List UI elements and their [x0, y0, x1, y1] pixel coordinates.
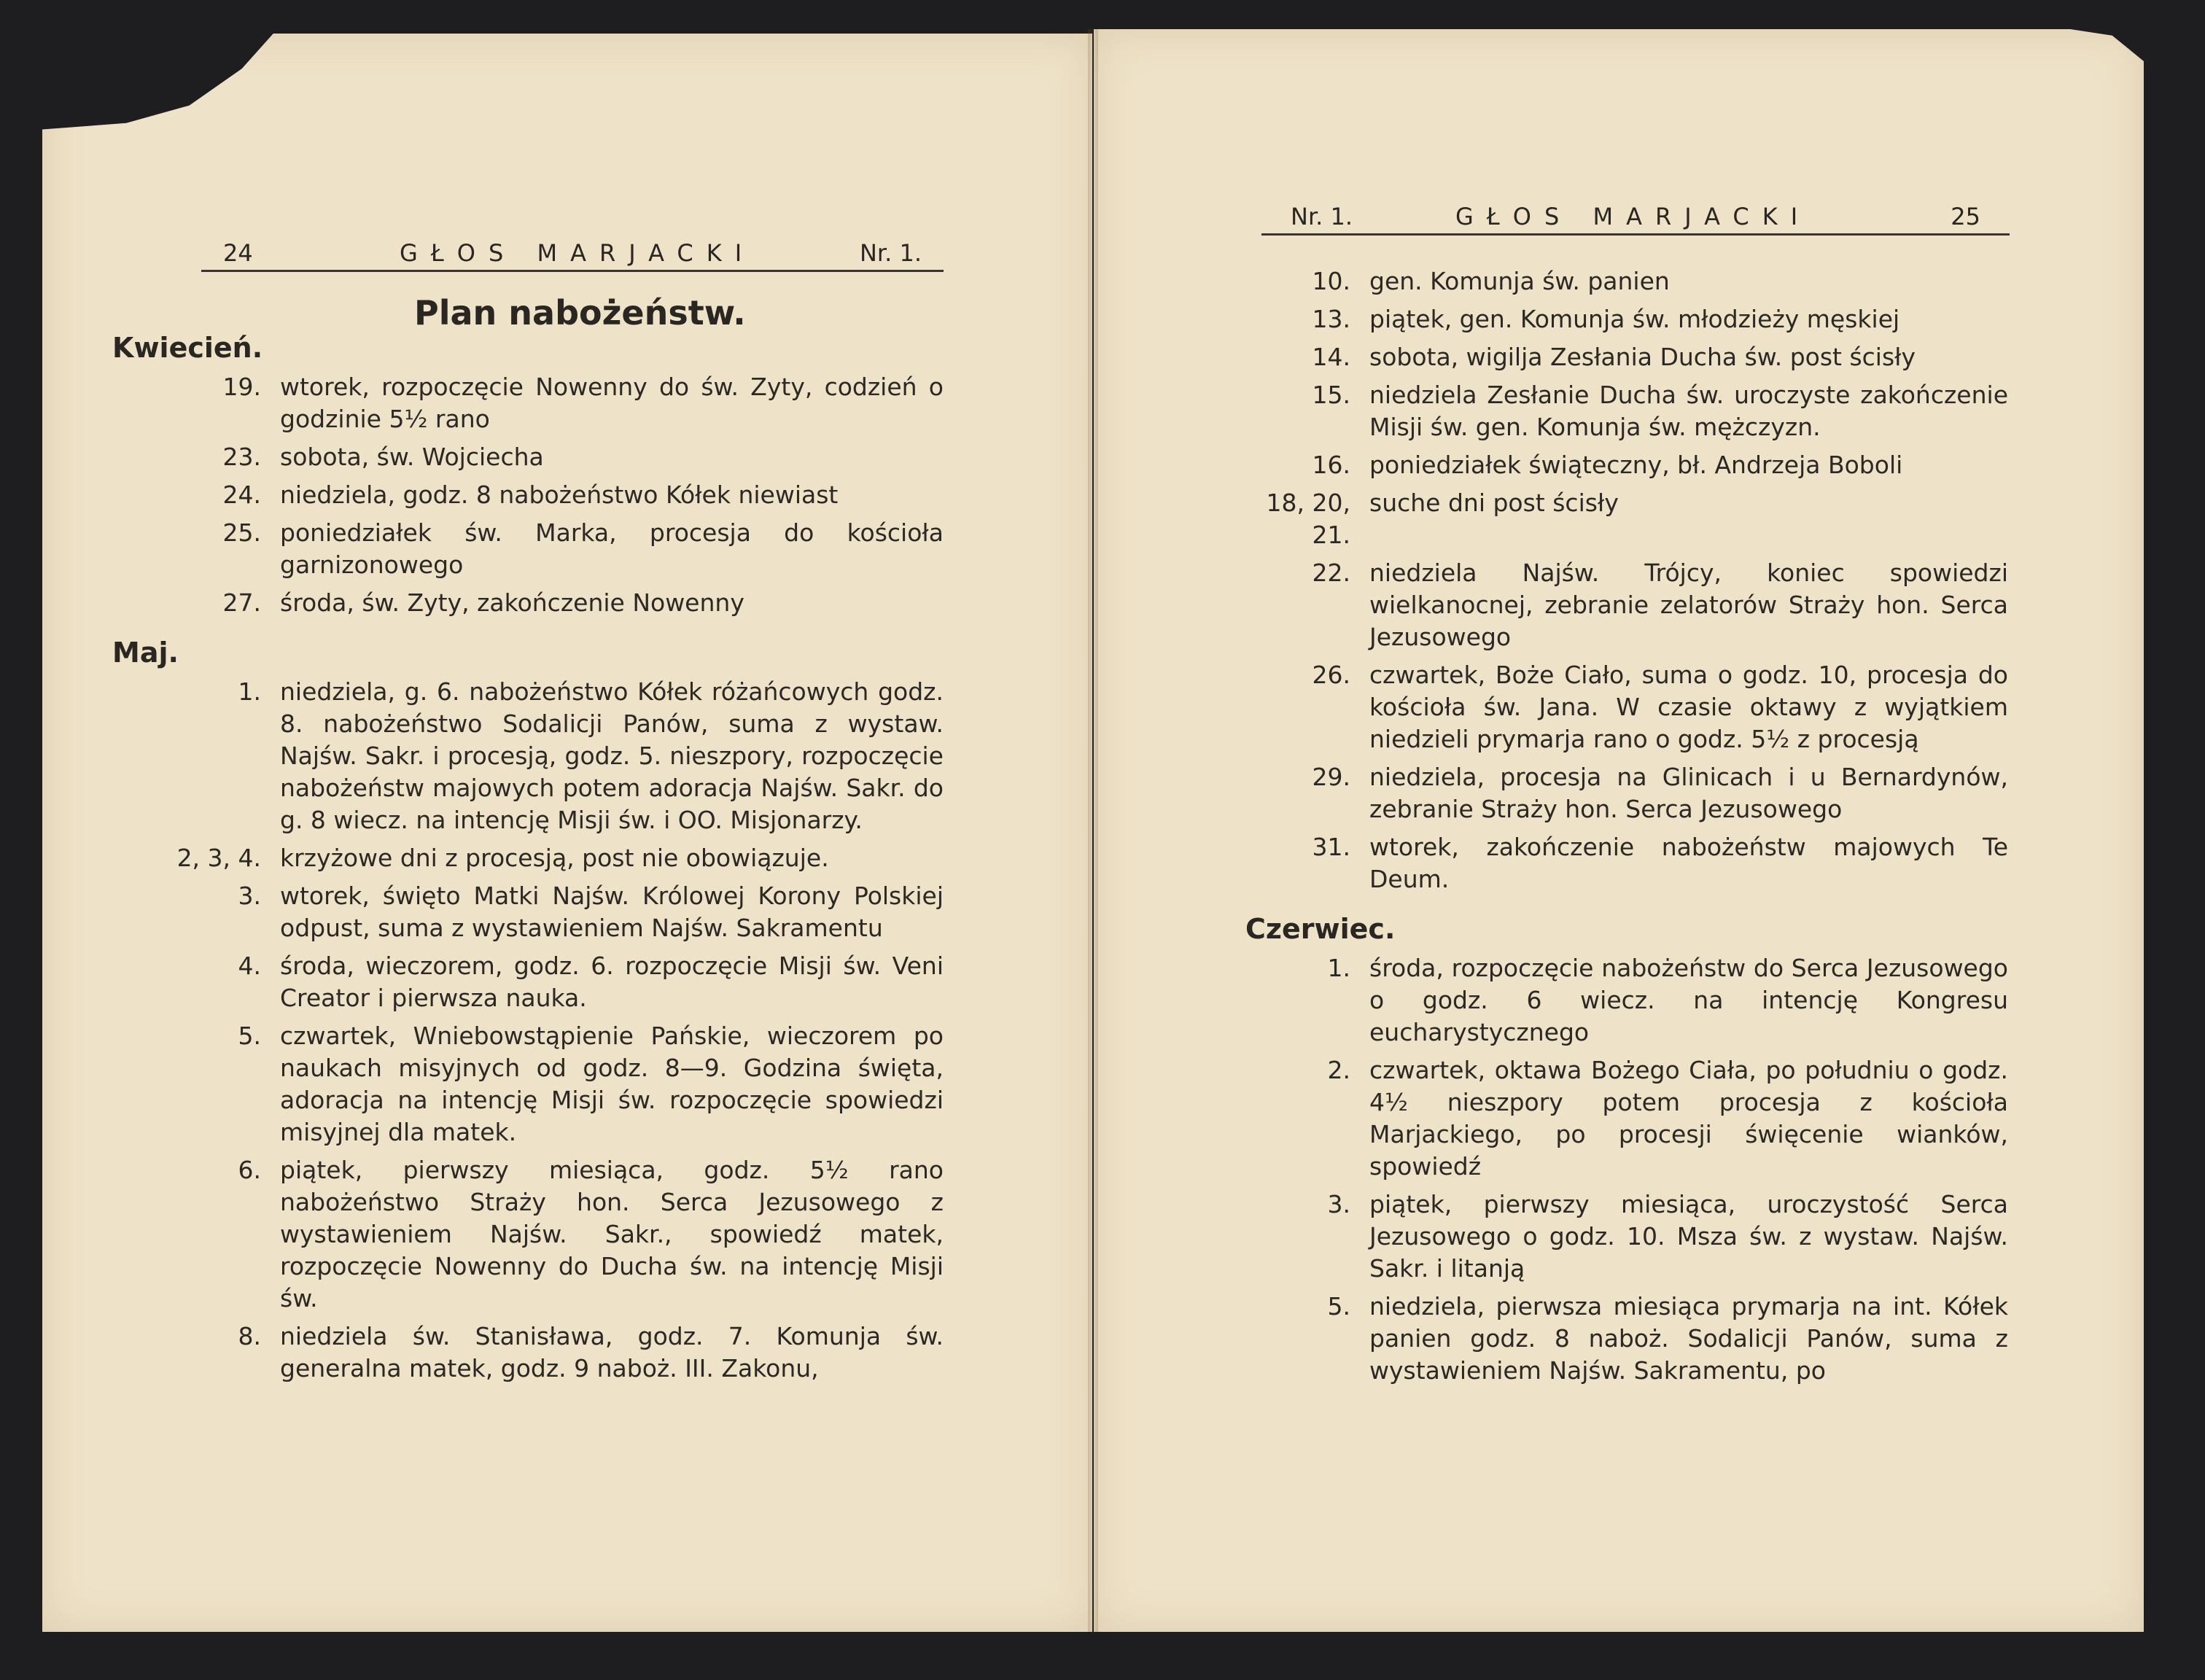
entry-description: piątek, pierwszy miesiąca, uroczystość Serca Jezusowego o godz. 10. Msza św. z wystaw. Najśw. Sakr. i litanją — [1369, 1190, 2008, 1283]
schedule-entry — [1245, 265, 2008, 298]
entry-date: 16. — [1312, 451, 1350, 479]
entry-date: 29. — [1312, 763, 1350, 791]
left-page-number: 24 — [223, 239, 253, 267]
right-page-number: 25 — [1951, 203, 1980, 230]
entry-description: sobota, wigilja Zesłania Ducha św. post ścisły — [1369, 343, 1916, 371]
entry-date: 27. — [222, 588, 261, 617]
book-spine — [1088, 29, 1098, 1632]
entry-description: czwartek, oktawa Bożego Ciała, po południu o godz. 4½ nieszpory potem procesja z kościoła Marjackiego, po procesji święcenie wianków, spowiedź — [1369, 1056, 2008, 1181]
month-heading: Maj. — [112, 637, 179, 669]
entry-description: czwartek, Wniebowstąpienie Pańskie, wieczorem po naukach misyjnych od godz. 8—9. Godzina święta, adoracja na intencję Misji św. rozpoczęcie spowiedzi misyjnej dla matek. — [280, 1022, 944, 1146]
entry-description: wtorek, rozpoczęcie Nowenny do św. Zyty, codzień o godzinie 5½ rano — [280, 373, 944, 433]
month-heading: Czerwiec. — [1245, 913, 1396, 945]
entry-date: 1. — [238, 677, 261, 706]
schedule-entry — [156, 1321, 944, 1385]
entry-description: gen. Komunja św. panien — [1369, 267, 1670, 295]
entry-date: 4. — [238, 952, 261, 980]
schedule-entry — [1245, 1189, 2008, 1285]
schedule-entry — [1245, 1291, 2008, 1387]
entry-date: 15. — [1312, 381, 1350, 409]
entry-date: 5. — [1327, 1292, 1350, 1321]
entry-date: 8. — [238, 1322, 261, 1350]
entry-date: 5. — [238, 1022, 261, 1050]
entry-date: 23. — [222, 443, 261, 471]
entry-description: poniedziałek św. Marka, procesja do kościoła garnizonowego — [280, 518, 944, 579]
right-page-header — [1261, 197, 2010, 236]
entry-description: środa, wieczorem, godz. 6. rozpoczęcie Misji św. Veni Creator i pierwsza nauka. — [280, 952, 944, 1012]
entry-description: sobota, św. Wojciecha — [280, 443, 544, 471]
schedule-entry — [1245, 379, 2008, 443]
schedule-entry — [1245, 659, 2008, 755]
schedule-entry — [156, 441, 944, 473]
schedule-entry — [1245, 449, 2008, 481]
entry-description: krzyżowe dni z procesją, post nie obowiązuje. — [280, 844, 829, 872]
entry-description: środa, św. Zyty, zakończenie Nowenny — [280, 588, 744, 617]
left-page-header — [201, 233, 944, 272]
schedule-entry — [1245, 341, 2008, 373]
left-page-content — [112, 295, 944, 1385]
schedule-entry — [156, 950, 944, 1014]
right-page-issue: Nr. 1. — [1291, 203, 1353, 230]
schedule-entry — [1245, 1054, 2008, 1183]
entry-description: piątek, gen. Komunja św. młodzieży męskiej — [1369, 305, 1900, 333]
right-page-content — [1245, 260, 2008, 1387]
entry-description: niedziela, pierwsza miesiąca prymarja na int. Kółek panien godz. 8 naboż. Sodalicji Panów, suma z wystawieniem Najśw. Sakramentu, po — [1369, 1292, 2008, 1385]
entry-description: niedziela Zesłanie Ducha św. uroczyste zakończenie Misji św. gen. Komunja św. mężczyzn. — [1369, 381, 2008, 441]
schedule-entry — [156, 371, 944, 435]
left-page-running-title: GŁOS MARJACKI — [400, 239, 755, 267]
schedule-entry — [1245, 557, 2008, 653]
plan-title: Plan nabożeństw. — [414, 293, 746, 332]
entry-description: niedziela Najśw. Trójcy, koniec spowiedzi wielkanocnej, zebranie zelatorów Straży hon. Serca Jezusowego — [1369, 559, 2008, 651]
left-page-issue: Nr. 1. — [859, 239, 922, 267]
schedule-entry — [1245, 761, 2008, 825]
entry-description: poniedziałek świąteczny, bł. Andrzeja Boboli — [1369, 451, 1903, 479]
entry-date: 22. — [1312, 559, 1350, 587]
entry-date: 18, 20, 21. — [1266, 489, 1350, 549]
schedule-entry — [1245, 487, 2008, 551]
entry-date: 6. — [238, 1156, 261, 1184]
schedule-entry — [156, 517, 944, 581]
entry-description: niedziela św. Stanisława, godz. 7. Komunja św. generalna matek, godz. 9 naboż. III. Zakonu, — [280, 1322, 944, 1382]
entry-date: 13. — [1312, 305, 1350, 333]
schedule-entry — [1245, 831, 2008, 895]
entry-date: 2. — [1327, 1056, 1350, 1084]
entry-description: niedziela, procesja na Glinicach i u Bernardynów, zebranie Straży hon. Serca Jezusowego — [1369, 763, 2008, 823]
entry-date: 1. — [1327, 954, 1350, 982]
entry-description: niedziela, g. 6. nabożeństwo Kółek różańcowych godz. 8. nabożeństwo Sodalicji Panów, suma z wystaw. Najśw. Sakr. i procesją, godz. 5. nieszpory, rozpoczęcie nabożeństw majowych potem adoracja Najśw. Sakr. do g. 8 wiecz. na intencję Misji św. i OO. Misjonarzy. — [280, 677, 944, 834]
schedule-entry — [1245, 303, 2008, 335]
entry-date: 25. — [222, 518, 261, 547]
schedule-entry — [1245, 952, 2008, 1049]
schedule-entry — [156, 1154, 944, 1315]
schedule-entry — [156, 676, 944, 836]
entry-date: 14. — [1312, 343, 1350, 371]
schedule-entry — [156, 479, 944, 511]
entry-date: 31. — [1312, 833, 1350, 861]
entry-description: niedziela, godz. 8 nabożeństwo Kółek niewiast — [280, 481, 839, 509]
entry-description: wtorek, zakończenie nabożeństw majowych Te Deum. — [1369, 833, 2008, 893]
schedule-entry — [156, 1020, 944, 1148]
schedule-entry — [156, 842, 944, 874]
schedule-entry — [156, 587, 944, 619]
entry-date: 26. — [1312, 661, 1350, 689]
entry-description: suche dni post ścisły — [1369, 489, 1619, 517]
schedule-entry — [156, 880, 944, 944]
entry-description: piątek, pierwszy miesiąca, godz. 5½ rano nabożeństwo Straży hon. Serca Jezusowego z wystawieniem Najśw. Sakr., spowiedź matek, rozpoczęcie Nowenny do Ducha św. na intencję Misji św. — [280, 1156, 944, 1312]
entry-date: 3. — [238, 882, 261, 910]
entry-date: 3. — [1327, 1190, 1350, 1218]
entry-date: 19. — [222, 373, 261, 401]
entry-date: 2, 3, 4. — [176, 844, 261, 872]
entry-description: środa, rozpoczęcie nabożeństw do Serca Jezusowego o godz. 6 wiecz. na intencję Kongresu eucharystycznego — [1369, 954, 2008, 1046]
entry-description: czwartek, Boże Ciało, suma o godz. 10, procesja do kościoła św. Jana. W czasie oktawy z wyjątkiem niedzieli prymarja rano o godz. 5½ z procesją — [1369, 661, 2008, 753]
entry-date: 24. — [222, 481, 261, 509]
entry-date: 10. — [1312, 267, 1350, 295]
month-heading: Kwiecień. — [112, 332, 263, 364]
right-page-running-title: GŁOS MARJACKI — [1455, 203, 1811, 230]
entry-description: wtorek, święto Matki Najśw. Królowej Korony Polskiej odpust, suma z wystawieniem Najśw. Sakramentu — [280, 882, 944, 942]
